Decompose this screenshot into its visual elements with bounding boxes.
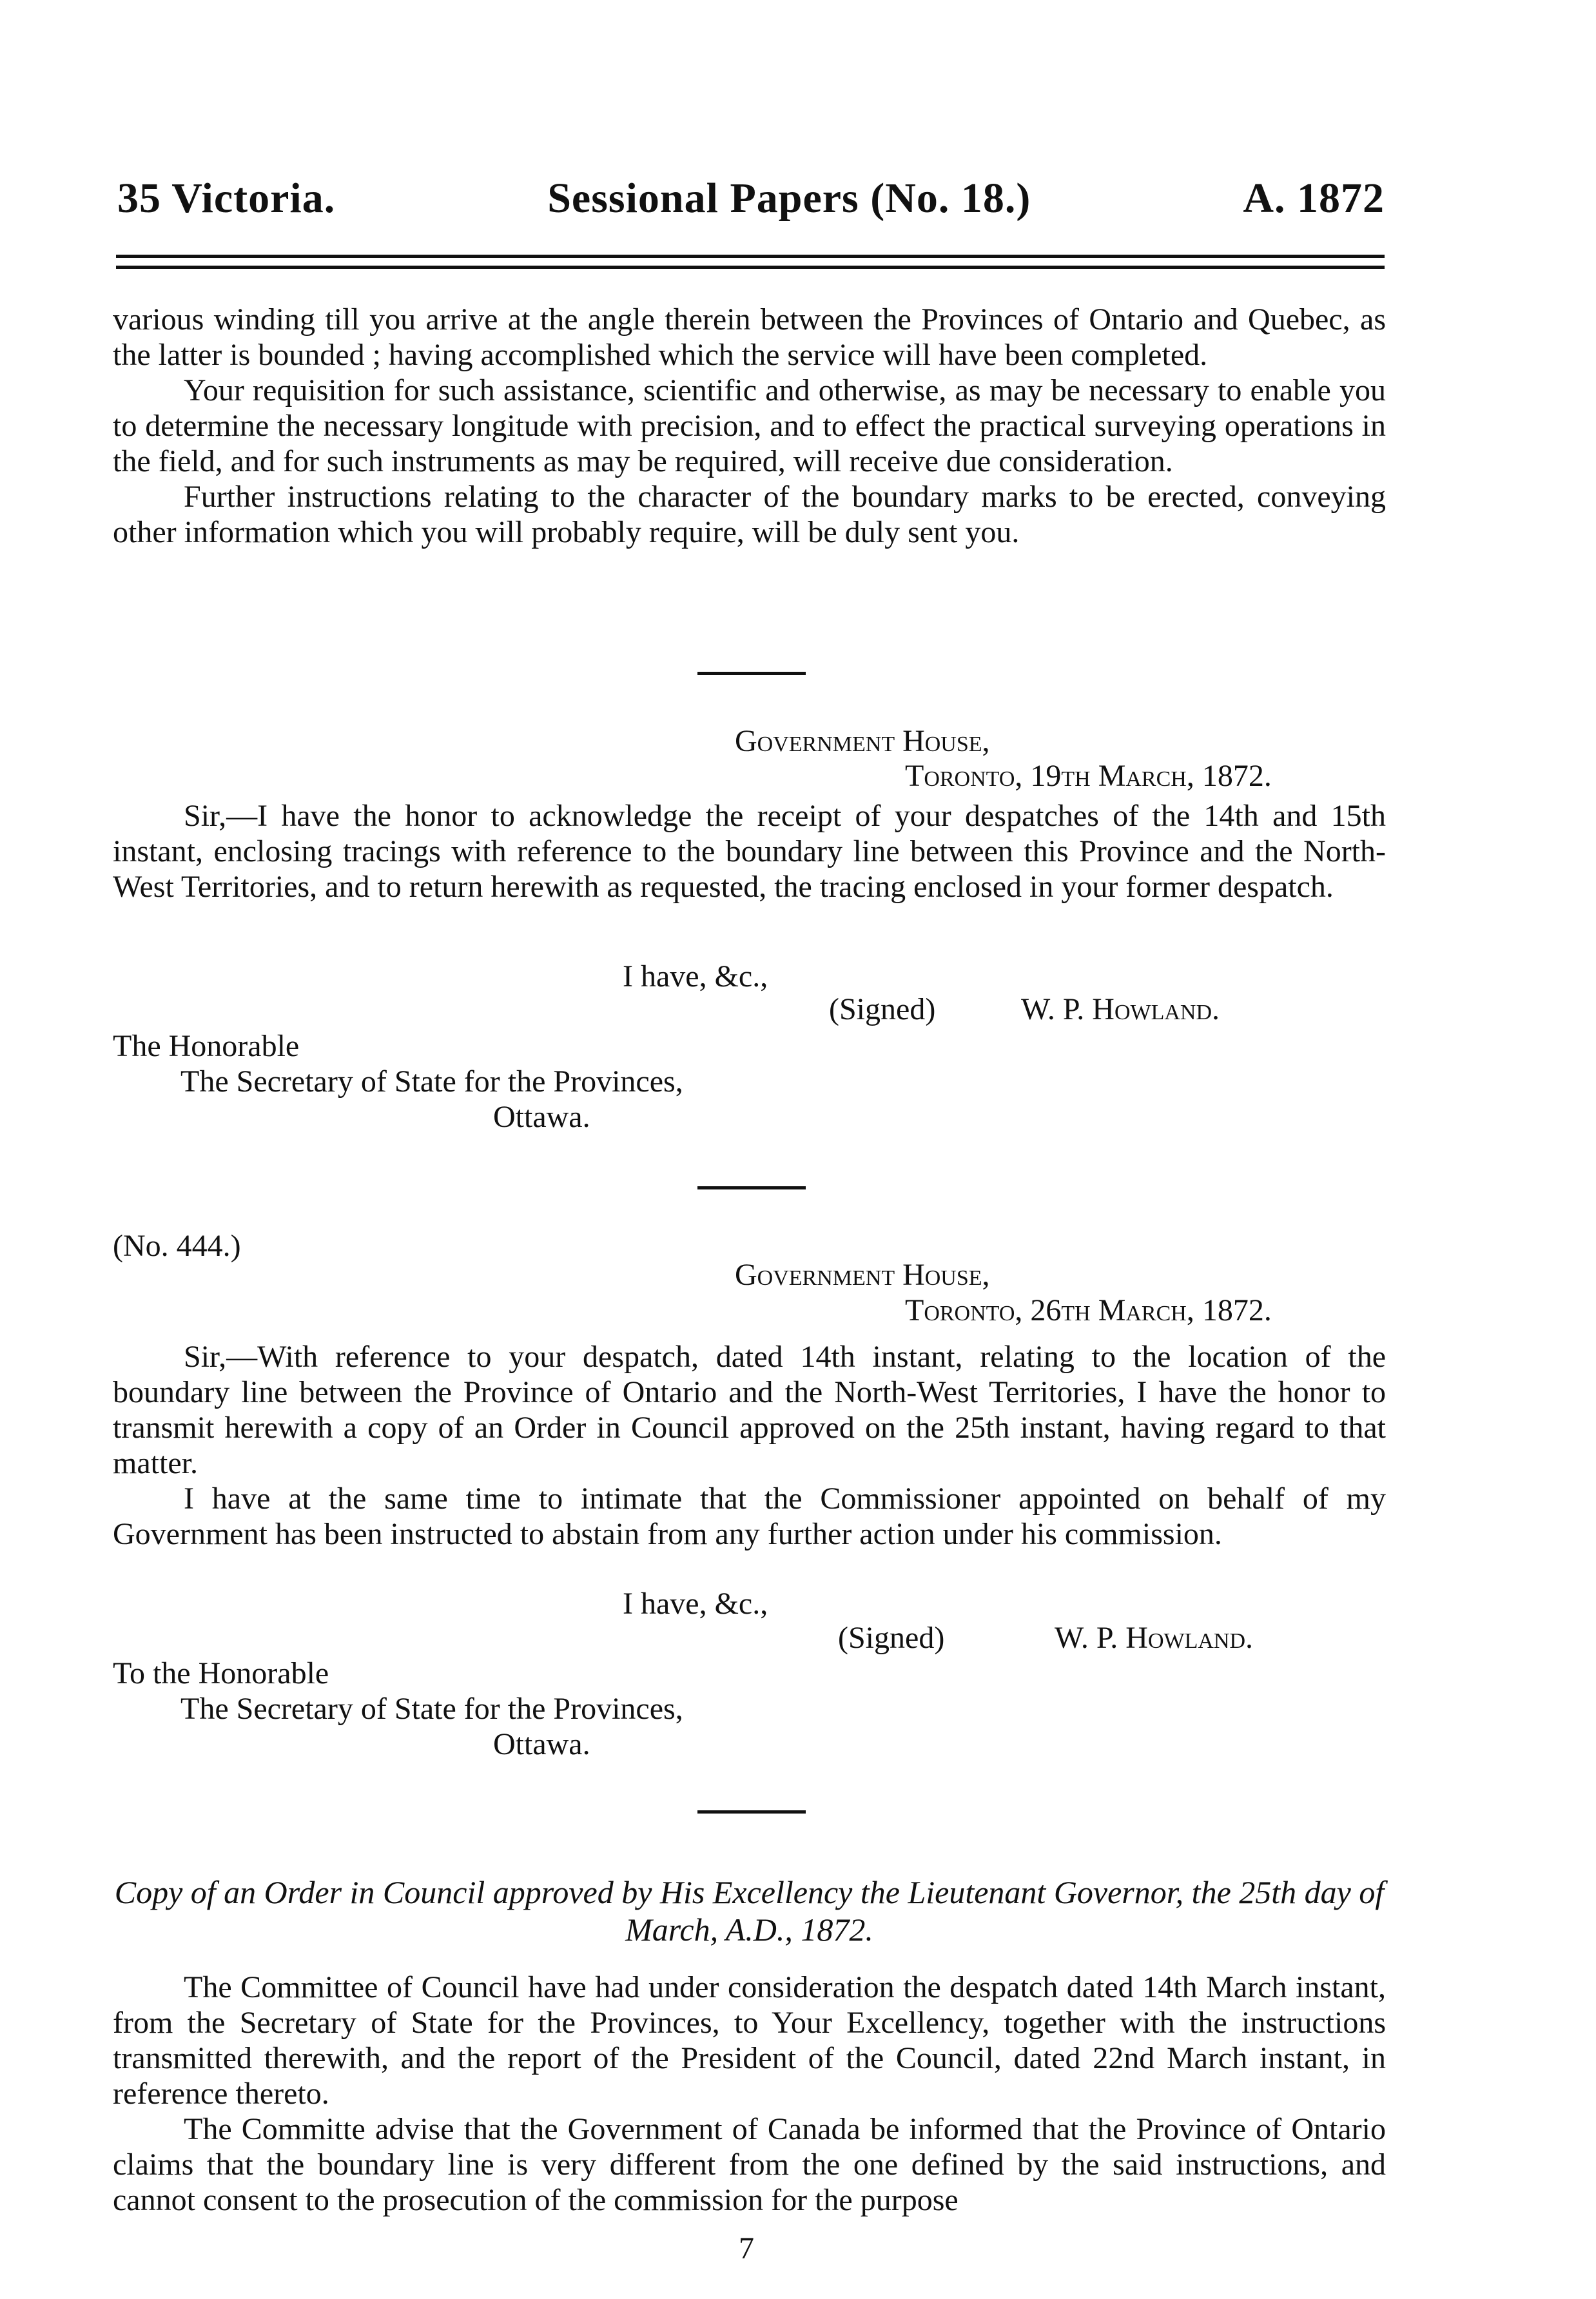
intro-paragraph: various winding till you arrive at the angle therein between the Provinces of Ontario and Quebec, as the latter is bounded ; having accomplished which the service will have been completed. bbox=[113, 302, 1386, 372]
letter1-addressee: Ottawa. bbox=[493, 1100, 590, 1134]
order-title: Copy of an Order in Council approved by His Excellency the Lieutenant Governor, the 25th day of March, A.D., 1872. bbox=[114, 1874, 1385, 1948]
page-number: 7 bbox=[739, 2231, 754, 2265]
header-title: Sessional Papers (No. 18.) bbox=[547, 175, 1031, 222]
header-volume: 35 Victoria. bbox=[117, 175, 336, 222]
letter2-addressee: The Secretary of State for the Provinces, bbox=[180, 1692, 683, 1726]
section-separator bbox=[697, 1810, 806, 1814]
order-paragraph: The Committee of Council have had under consideration the despatch dated 14th March instant, from the Secretary of State for the Provinces, to Your Excellency, together with the instructions transmitted therewith, and the report of the President of the Council, dated 22nd March instant, in reference thereto. bbox=[113, 1970, 1386, 2111]
letter2-body bbox=[113, 1339, 1386, 1552]
intro-section bbox=[113, 302, 1386, 550]
letter2-paragraph: I have at the same time to intimate that the Commissioner appointed on behalf of my Government has been instructed to abstain from any further action under his commission. bbox=[113, 1482, 1386, 1551]
letter1-closing: I have, &c., bbox=[623, 959, 768, 993]
order-paragraph: The Committe advise that the Government of Canada be informed that the Province of Ontario claims that the boundary line is very different from the one defined by the said instructions, and cannot consent to the prosecution of the commission for the purpose bbox=[113, 2112, 1386, 2217]
intro-paragraph: Further instructions relating to the character of the boundary marks to be erected, conveying other information which you will probably require, will be duly sent you. bbox=[113, 480, 1386, 549]
letter1-place: Government House, bbox=[735, 724, 990, 758]
section-separator bbox=[697, 672, 806, 675]
letter2-paragraph: Sir,—With reference to your despatch, dated 14th instant, relating to the location of the boundary line between the Province of Ontario and the North-West Territories, I have the honor to transmit herewith a copy of an Order in Council approved on the 25th instant, having regard to that matter. bbox=[113, 1340, 1386, 1480]
letter2-addressee: To the Honorable bbox=[113, 1656, 329, 1690]
section-separator bbox=[697, 1186, 806, 1189]
letter1-signer: W. P. Howland. bbox=[1021, 992, 1220, 1026]
header-rule bbox=[116, 255, 1385, 269]
letter2-signer: W. P. Howland. bbox=[1055, 1621, 1254, 1655]
letter1-body bbox=[113, 798, 1386, 905]
letter2-signed: (Signed) bbox=[838, 1621, 945, 1655]
intro-paragraph: Your requisition for such assistance, scientific and otherwise, as may be necessary to enable you to determine the necessary longitude with precision, and to effect the practical surveying operations in the field, and for such instruments as may be required, will receive due consideration. bbox=[113, 373, 1386, 478]
letter1-addressee: The Secretary of State for the Provinces, bbox=[180, 1064, 683, 1099]
letter2-closing: I have, &c., bbox=[623, 1587, 768, 1621]
letter2-date: Toronto, 26th March, 1872. bbox=[905, 1293, 1272, 1327]
order-body bbox=[113, 1970, 1386, 2218]
running-header bbox=[117, 174, 1385, 223]
letter1-addressee: The Honorable bbox=[113, 1029, 300, 1063]
header-year: A. 1872 bbox=[1243, 175, 1385, 222]
letter2-addressee: Ottawa. bbox=[493, 1727, 590, 1761]
letter1-date: Toronto, 19th March, 1872. bbox=[905, 759, 1272, 793]
letter2-place: Government House, bbox=[735, 1258, 990, 1292]
letter2-number: (No. 444.) bbox=[113, 1229, 241, 1263]
letter1-signed: (Signed) bbox=[829, 992, 936, 1026]
letter1-paragraph: Sir,—I have the honor to acknowledge the receipt of your despatches of the 14th and 15th instant, enclosing tracings with reference to the boundary line between this Province and the North-West Territories, and to return herewith as requested, the tracing enclosed in your former despatch. bbox=[113, 799, 1386, 904]
